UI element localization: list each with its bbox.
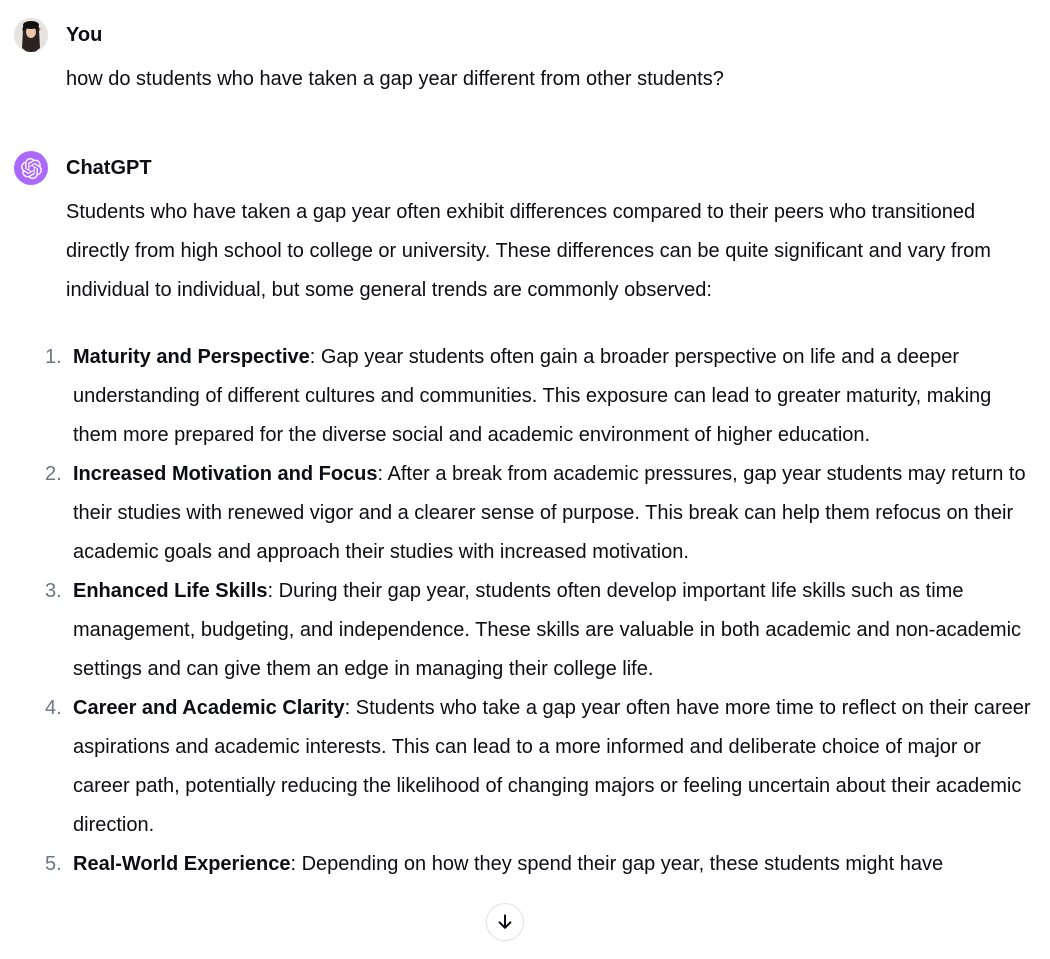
list-item-colon: : xyxy=(267,580,274,602)
assistant-message-text xyxy=(66,193,1034,884)
list-item-body: Students who take a gap year often have more time to reflect on their career aspirations and academic interests. This can lead to a more informed and deliberate choice of major or career path, potentially reducing the likelihood of changing majors or feeling uncertain about their academic direction. xyxy=(73,697,1031,836)
list-item-1 xyxy=(66,338,1034,455)
user-portrait-icon xyxy=(14,18,48,52)
assistant-author-name: ChatGPT xyxy=(66,157,152,179)
scroll-to-bottom-button[interactable] xyxy=(486,903,524,941)
user-avatar xyxy=(14,18,48,52)
list-item-title: Enhanced Life Skills xyxy=(73,580,268,602)
list-item-body: During their gap year, students often develop important life skills such as time management, budgeting, and independence. These skills are valuable in both academic and non-academic settings and can give them an edge in managing their college life. xyxy=(73,580,1022,680)
chatgpt-avatar xyxy=(14,151,48,185)
user-message-text: how do students who have taken a gap year different from other students? xyxy=(66,68,724,90)
user-message-content xyxy=(66,18,1034,99)
openai-logo-icon xyxy=(21,158,42,179)
list-item-3 xyxy=(66,572,1034,689)
assistant-intro-paragraph: Students who have taken a gap year often exhibit differences compared to their peers who transitioned directly from high school to college or university. These differences can be quite significant and vary from individual to individual, but some general trends are commonly observed: xyxy=(66,201,991,301)
list-item-colon: : xyxy=(290,853,297,875)
list-item-4 xyxy=(66,689,1034,845)
assistant-numbered-list xyxy=(66,338,1034,884)
user-message xyxy=(14,18,1034,99)
list-item-title: Increased Motivation and Focus xyxy=(73,463,378,485)
list-item-body: Depending on how they spend their gap year, these students might have xyxy=(301,853,944,875)
user-author-name: You xyxy=(66,24,103,46)
list-item-colon: : xyxy=(377,463,384,485)
assistant-message xyxy=(14,151,1034,884)
list-item-body: Gap year students often gain a broader perspective on life and a deeper understanding of different cultures and communities. This exposure can lead to greater maturity, making them more prepared for the diverse social and academic environment of higher education. xyxy=(73,346,992,446)
list-item-title: Maturity and Perspective xyxy=(73,346,310,368)
list-item-colon: : xyxy=(309,346,316,368)
list-item-title: Career and Academic Clarity xyxy=(73,697,345,719)
list-item-5 xyxy=(66,845,1034,884)
list-item-2 xyxy=(66,455,1034,572)
list-item-colon: : xyxy=(344,697,351,719)
list-item-body: After a break from academic pressures, gap year students may return to their studies with renewed vigor and a clearer sense of purpose. This break can help them refocus on their academic goals and approach their studies with increased motivation. xyxy=(73,463,1026,563)
arrow-down-icon xyxy=(495,912,515,932)
assistant-message-content xyxy=(66,151,1034,884)
list-item-title: Real-World Experience xyxy=(73,853,291,875)
